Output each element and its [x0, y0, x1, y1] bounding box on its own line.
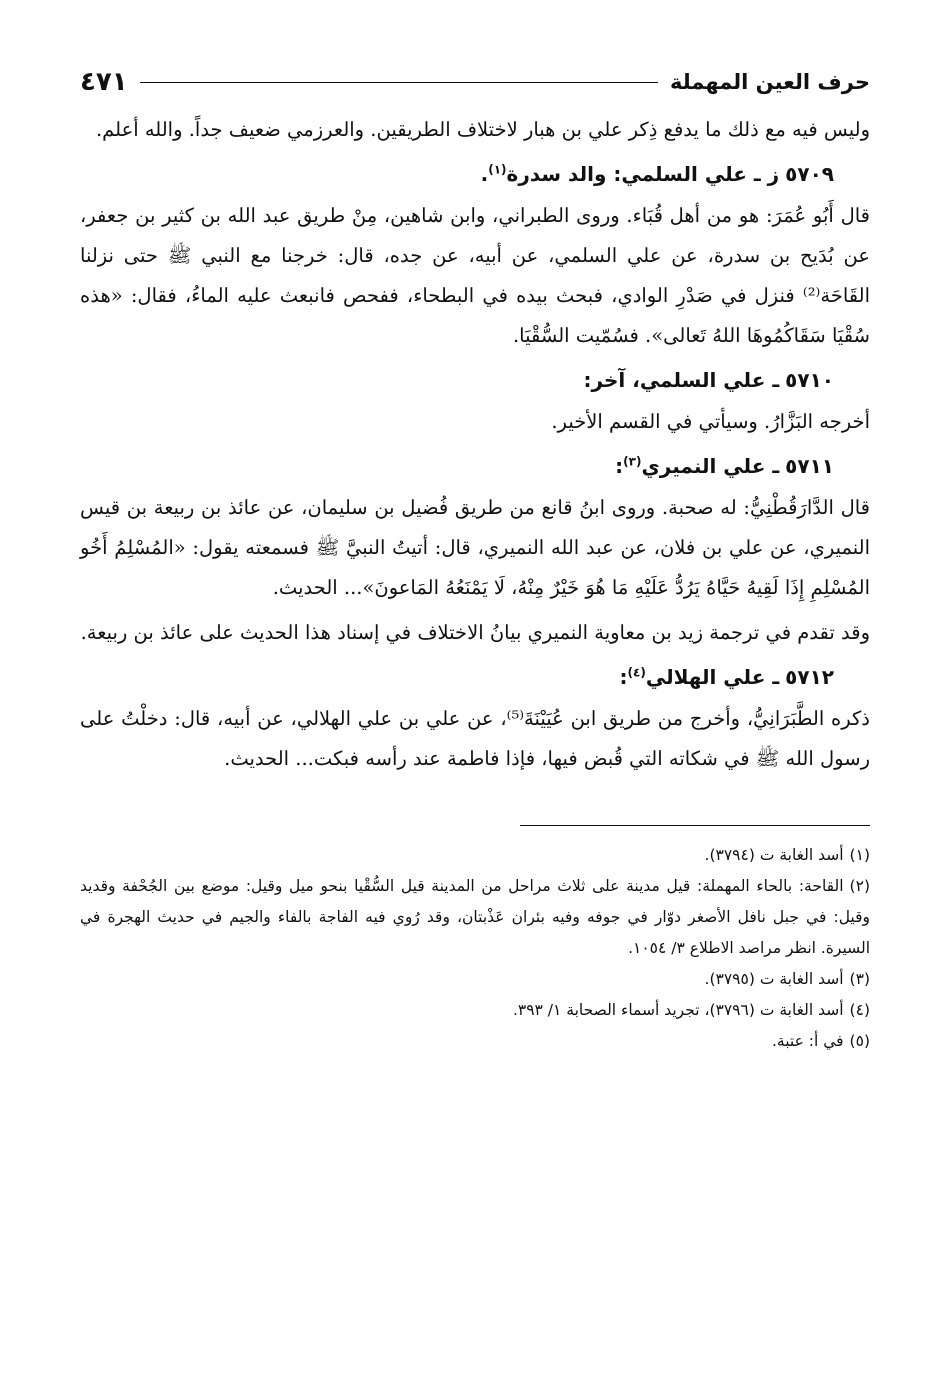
header-rule: [140, 82, 658, 83]
main-text: [80, 110, 870, 779]
entry-number: ٥٧١١: [785, 454, 834, 478]
footnote-ref[interactable]: (١): [488, 162, 507, 177]
entry-5710: [80, 358, 870, 442]
entry-heading: [80, 358, 870, 402]
footnote-separator: [520, 825, 870, 826]
footnote-ref[interactable]: (٣): [623, 454, 642, 469]
footnote: [80, 1026, 870, 1057]
footnote: [80, 964, 870, 995]
entry-title-end: :: [619, 665, 628, 689]
footnote-text: القاحة: بالحاء المهملة: قيل مدينة على ثلاث مراحل من المدينة قيل السُّقْيا بنحو ميل وقيل: موضع بين الجُحْفة وقديد وقيل: في جبل نافل الأصغر دوّار في جوفه وفيه بئران عَذْبتان، وقد رُوي فيه الفاجة بالفاء والجيم في حديث الهجرة في السيرة. انظر مراصد الاطلاع ٣/ ١٠٥٤.: [80, 877, 870, 957]
footnote: [80, 840, 870, 871]
footnote-number: (٢): [849, 877, 870, 895]
entry-paragraph: وقد تقدم في ترجمة زيد بن معاوية النميري بيانُ الاختلاف في إسناد هذا الحديث على عائذ بن ربيعة.: [80, 621, 870, 644]
footnote-text: في أ: عتبة.: [771, 1032, 844, 1050]
entry-paragraph: ذكره الطَّبَرَانِيُّ، وأخرج من طريق ابن عُيَيْنَةَ⁽⁵⁾، عن علي بن علي الهلالي، عن أبيه، قال: دخلْتُ على رسول الله ﷺ في شكاته التي قُبض فيها، فإذا فاطمة عند رأسه فبكت... الحديث.: [80, 707, 870, 770]
page-number: ٤٧١: [80, 67, 128, 97]
footnote-number: (٥): [849, 1032, 870, 1050]
footnote-text: أسد الغابة ت (٣٧٩٥).: [704, 970, 844, 988]
entry-name: ـ علي الهلالي: [645, 665, 780, 689]
entry-name: ـ علي النميري: [641, 454, 780, 478]
entry-paragraph: قال الدَّارَقُطْنِيُّ: له صحبة. وروى ابنُ قانع من طريق فُضيل بن سليمان، عن عائذ بن ربيعة بن قيس النميري، عن علي بن فلان، عن عبد الله النميري، قال: أتيتُ النبيَّ ﷺ فسمعته يقول: «المُسْلِمُ أَخُو المُسْلِمِ إِذَا لَقِيهُ حَيَّاهُ يَرُدُّ عَلَيْهِ مَا هُوَ خَيْرٌ مِنْهُ، لَا يَمْنَعُهُ المَاعونَ»... الحديث.: [80, 496, 870, 599]
entry-number: ٥٧١٢: [785, 665, 834, 689]
footnote-ref[interactable]: (٤): [627, 665, 646, 680]
entry-5711: [80, 444, 870, 653]
footnote-number: (٣): [849, 970, 870, 988]
entry-title-end: :: [583, 368, 592, 392]
footnote-number: (١): [849, 846, 870, 864]
intro-paragraph: وليس فيه مع ذلك ما يدفع ذِكر علي بن هبار لاختلاف الطريقين. والعرزمي ضعيف جداً. والله أعلم.: [95, 118, 870, 141]
entry-title-end: :: [615, 454, 624, 478]
entry-5709: [80, 152, 870, 356]
entry-5712: [80, 655, 870, 779]
book-page: [80, 62, 870, 1057]
entry-title-end: .: [480, 162, 489, 186]
entry-heading: [80, 655, 870, 699]
page-header: [80, 62, 870, 102]
entry-paragraph: قال أَبُو عُمَرَ: هو من أهل قُبَاء. وروى الطبراني، وابن شاهين، مِنْ طريق عبد الله بن كثير بن جعفر، عن بُدَيح بن سدرة، عن علي السلمي، عن أبيه، عن جده، قال: خرجنا مع النبي ﷺ حتى نزلنا القَاحَة⁽²⁾ فنزل في صَدْرِ الوادي، فبحث بيده في البطحاء، ففحص فانبعث عليه الماءُ، فقال: «هذه سُقْيَا سَقَاكُمُوهَا اللهُ تَعالى». فسُمّيت السُّقْيَا.: [80, 204, 870, 347]
footnote-text: أسد الغابة ت (٣٧٩٤).: [704, 846, 844, 864]
entry-heading: [80, 444, 870, 488]
entry-paragraph: أخرجه البَزَّارُ. وسيأتي في القسم الأخير.: [551, 410, 870, 433]
footnote-number: (٤): [849, 1001, 870, 1019]
entry-number: ٥٧٠٩: [785, 162, 834, 186]
entry-name: ـ علي السلمي، آخر: [591, 368, 780, 392]
footnote-text: أسد الغابة ت (٣٧٩٦)، تجريد أسماء الصحابة ١/ ٣٩٣.: [512, 1001, 844, 1019]
entry-heading: [80, 152, 870, 196]
running-title: حرف العين المهملة: [669, 70, 870, 94]
footnotes: [80, 840, 870, 1057]
footnote: [80, 871, 870, 964]
entry-number: ٥٧١٠: [785, 368, 834, 392]
footnote: [80, 995, 870, 1026]
entry-name: ز ـ علي السلمي: والد سدرة: [506, 162, 780, 186]
